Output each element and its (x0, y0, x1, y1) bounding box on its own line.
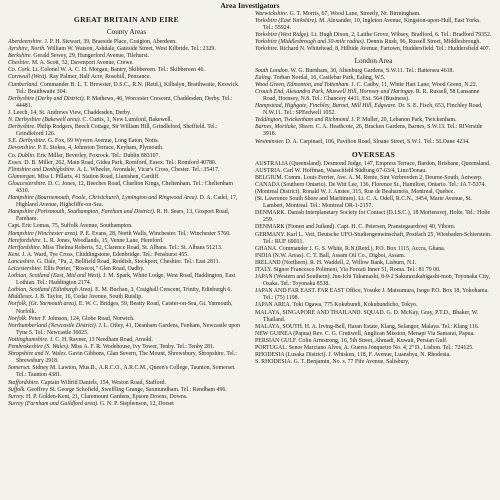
entry-details: J. P. H. Stewart, 39, Braeside Place, Craigton, Aberdeen. (43, 39, 177, 45)
entry (8, 174, 245, 181)
entry-details: MALAYA, SOUTH. H. A. Irving-Bell, Haran Estate, Klang, Selangor, Malaya. Tel.: Klang 116. (255, 323, 480, 330)
entry-details: INDIA (N.W. Areas). C. T. Ball, Assam Oil Co., Digboi, Assam. (255, 252, 406, 259)
entry-details: CANADA (Southern Ontario). De Witt Lee, 136, Florence St., Hamilton, Ontario. Tel.: JA 7-5374. (255, 181, 486, 188)
entry-details: Captain Wilfrid Daniels, 154, Weston Road, Stafford. (39, 379, 166, 386)
entry (8, 259, 245, 266)
entry-details: J. A. Ward, Tye Cross, Chiddingstone, Edenbridge. Tel.: Penshurst 455. (20, 251, 189, 258)
entry-details: BELGIUM. Comm. Louis Ferrier, Ave. A. M. Renie, Sint Verbrevden 2, Deurne-South, Antwerp. (255, 174, 483, 181)
entry-area: Lancashire. (8, 258, 36, 265)
entry (8, 387, 245, 394)
entry (255, 75, 492, 82)
entry-area: Hampstead, Highgate, Finchley, Barnet, Mill Hill, Edgware. (255, 103, 397, 110)
entry-area: Co. Cork. (8, 67, 31, 74)
entry-area: Cumberland. (8, 81, 39, 88)
entry-details: Torban Nordal, 16, Castlebar Park, Ealing, W.5. (272, 74, 386, 81)
entry (255, 168, 492, 175)
entry-details: R. H. Sears, 13, Gosport Road, Fareham. (16, 209, 230, 223)
entry (255, 224, 492, 231)
entry-details: Lt. Hugh Dixon, 2, Laithe Grove, Wibsey, Bradford, 6. Tel.: Bradford 79352. (309, 32, 492, 39)
entry-details: PORTUGAL. Senor Marciano Alves, A. Guerra Jonqueiro No. 4, 2º D., Lisbon. Tel.: 724125. (255, 345, 474, 352)
entry-area: Cornwall (West). (8, 74, 48, 81)
entry-details: Capt. Eric Lomas, 75, Suffolk Avenue, Southampton. (8, 223, 133, 230)
entry-details: D. C. Jones, 12, Beeches Road, Charlton Kings, Cheltenham. Tel.: Cheltenham 4310. (16, 180, 233, 194)
entry-area: S.E. Derbyshire. (8, 138, 47, 145)
subheading-london-area: London Area (354, 56, 393, 65)
entry (8, 60, 245, 67)
entry (8, 110, 245, 117)
entry-area: Westminster. (255, 138, 285, 145)
entry (8, 316, 245, 323)
entry (255, 302, 492, 309)
entry (255, 260, 492, 267)
entry-details: E. M. Buchan, 3, Craighall Crescent, Trinity, Edinburgh 6. (93, 287, 232, 294)
entry (8, 252, 245, 259)
entry-area: Hampshire (Bournemouth, Poole, Christchurch, Lymington and Ringwood Area). (8, 195, 199, 202)
entry-details: PERSIAN GULF. Colin Armstrong, 16, 5th Street, Ahmadi, Kuwait, Persian Gulf. (255, 337, 448, 344)
entry-details: J. Leech, 14, St. Andrews View, Chaddesden, Derby. (8, 109, 132, 116)
entry-details: P. E. Stokes, 4, Johnston Terrace, Keyham, Plymouth. (36, 145, 164, 152)
entry-area: Norfolk, (Gt. Yarmouth area). (8, 301, 78, 308)
entry-details: Ray Palmer, Half Acre, Rosehill, Penzance. (47, 74, 152, 81)
entry-area: Barnes, Mortlake, Sheen. (255, 124, 315, 131)
entry-details: (Montreal District). Ronald W. J. Anstee, 315, Rue de Beaharnois, Montreal, Quebec. (255, 188, 455, 195)
entry-details: ITALY. Signor Francesco Polimeni, Via Forzati Inner 51, Roma. Tel.: 81 79 00. (255, 267, 441, 273)
entry (255, 89, 492, 103)
entry (8, 167, 245, 174)
entry-area: Aberdeenshire. (8, 39, 44, 45)
entry-details: GERMANY. Karl L. Veit, Deutsche UFO-Studiengemeinschaft, Postfach 25, Wiesbaden-Schierstein. Tel.: RUF 60031. (255, 231, 492, 245)
entry-area: N. Derbyshire (Bakewell area). (8, 117, 82, 124)
entry-area: Leicestershire. (8, 266, 43, 272)
entry-details: MALAYA, SINGAPORE AND THAILAND. SQUAD. G. D. McKay, Gray, P.T.D., Bhaker, W. Thailand. (255, 309, 479, 323)
entry-area: Teddington, Twickenham and Richmond. (255, 117, 350, 124)
entry-details: J. P. Muller, 20, Lebanon Park, Twickenham. (349, 117, 457, 124)
entry (8, 145, 245, 152)
entry (255, 359, 492, 366)
entry (8, 401, 245, 408)
entry (8, 96, 245, 110)
entry-details: (St. Lawrence South Shore and Maritimes). Lt. C. A. Odell, R.C.N., 3454, Marie Avenue, St. Lambert, Montreal. Tel.: Montreal OR-1-2157. (255, 196, 472, 210)
entry-area: Gloucestershire. (8, 180, 47, 187)
entry-details: D. A. Carpinael, 106, Pavilion Road, Sloane Street, S.W.1. Tel.: SLOane 4234. (284, 138, 470, 145)
entry-details: Philip Rodgers, Beech Cottage, Sir William Hill, Grindleford, Sheffield. Tel.: Grindleford 126. (16, 124, 218, 138)
county-list (8, 39, 245, 408)
subheading-county-areas: County Areas (106, 28, 147, 36)
entry-details: J. L. Otley, 41, Deanham Gardens, Fenham, Newcastle upon Tyne 5. Tel.: Newcastle 36025. (16, 322, 241, 336)
entry (8, 223, 245, 230)
entry-details: JAPAN (Western and Southern). Jun-Ichi Takamashi, 8-9-2 Sakurazukahigashi-mon, Toyonaka City, Osaka. Tel.: Toyonaka 8538. (255, 274, 491, 288)
entry (8, 301, 245, 315)
entry-area: Crouch End, Alexandra Park, Muswell Hill, Hornsey and Haringay. (255, 88, 415, 95)
entry-area: Hampshire (Portsmouth, Southampton, Fareham and District). (8, 209, 156, 216)
entry (8, 209, 245, 223)
entry-details: DENMARK (Fionen and Jutland). Capt. H. C. Petersen, Pranstegaardsvej 40, Viborn. (255, 224, 456, 231)
entry (8, 287, 245, 294)
entry (255, 288, 492, 302)
entry-details: AUSTRIA. Carl W. Hoffman, Waaschfeld Südfung 67-63/4, Linz/Donau. (255, 167, 427, 174)
entry-details: D. B. Miller, 262, Main Road, Gidea Park, Romford, Essex. Tel.: Romford 40780. (22, 159, 217, 166)
entry (255, 232, 492, 246)
entry-details: Miss Thelma Roberts, 52, Clarence Road, St. Albans. Tel.: St. Albans 51213. (41, 244, 223, 251)
entry (255, 310, 492, 324)
entry-details: A. L. Wheeler, Avondale, Vicar's Cross, Chester. Tel.: 35417. (75, 166, 220, 173)
entry-area: Hertfordshire. (8, 244, 42, 251)
entry-details: P. Mathews, 46, Worcester Crescent, Chaddesden, Derby. Tel.: 44481. (16, 95, 233, 109)
entry (8, 380, 245, 387)
entry-details: J. B. Taylor, 16, Cedar Avenue, South Ruislip. (33, 294, 143, 301)
entry-details: NEW GUINEA (Papua) Rev. C. G. Cruttwell, Anglican Mission, Menapi Via Samarai, Papua. (255, 330, 475, 337)
entry-area: Shropshire and N. Wales. (8, 351, 67, 358)
entry-details: JAPAN AND FAR EAST. FAR EAST Office, Yosuke J. Matsumura, Isogo P.O. Box 18, Yokohama. Tel.: (75) 1198. (255, 288, 489, 302)
entry (255, 182, 492, 189)
entry-details: JAPAN AREA. Toki Ogawa, 775 Kokubundi, Kokubundicho, Tokyo. (255, 302, 418, 309)
page-title: Area Investigators (220, 1, 280, 10)
entry-details: L. R. Jones, Woodlands, 15, Venne Lane, Hereford. (41, 237, 164, 244)
entry-area: Co. Dublin. (8, 152, 36, 159)
entry-details: IRELAND (Northern). R. H. Waddell, 2, Willow Bank, Lisburn, N.I. (255, 259, 417, 266)
entry (8, 394, 245, 401)
entry-area: Lothian, Scotland (East, Mid and West). (8, 273, 102, 280)
entry (255, 253, 492, 260)
entry-details: W. G. Burnham, 30, Altenburg Gardens, S.W.11. Tel.: Battersea 4618. (289, 67, 454, 74)
columns (8, 11, 492, 408)
entry (255, 210, 492, 224)
entry-area: Herefordshire. (8, 237, 42, 244)
section-heading-gb: GREAT BRITAIN AND EIRE (73, 15, 180, 24)
entry-details: P. E. Evans, 28, North Walls, Winchester. Tel.: Winchester 5760. (78, 230, 231, 237)
entry (8, 74, 245, 81)
entry (255, 117, 492, 124)
entry-details: H. P. Golden-Kent, 21, Claremount Gardens, Epsom Downs, Downs. (24, 393, 188, 400)
entry-details: G. N. P. Stephenson, 12, Dorset (98, 400, 174, 407)
entry-area: Hampshire (Winchester area). (8, 230, 79, 237)
entry-area: Berkshire. (8, 53, 32, 60)
entry-area: Cheshire. (8, 60, 31, 67)
entry-area: Kent. (8, 251, 21, 258)
entry-area: Glamorgan. (8, 173, 37, 180)
entry-details: G. Fox, 69 Wyvern Avenue, Long Eaton, Notts. (46, 138, 159, 145)
entry (8, 337, 245, 344)
entry-area: Pembrokeshire (S. Wales). (8, 344, 70, 351)
entry-details: Richard N. Whitehead, 8, Hilbide Avenue, Fartown, Huddersfield. Tel.: Huddersfield 407. (278, 46, 491, 53)
entry-details: C. Curtis, 1, New Lumford, Bakewell. (81, 117, 173, 124)
entry-area: Yorkshire (West Ridge). (255, 32, 310, 39)
entry (8, 365, 245, 379)
entry-area: Norfolk. (8, 315, 28, 322)
entry-details: GHANA. Commander J. G. S. White, R.N.(Retd.), P.O. Box 1115, Accra, Ghana. (255, 245, 446, 252)
entry-area: Lothian, Scotland (Edinburgh Area). (8, 287, 94, 294)
entry-details: G. T. Morris, 67, Wood Lane, Streetly, Nr. Birmingham. (288, 11, 421, 17)
entry-details: Gerald Sewey, 29, Hungerford Avenue, Tilehurst. (31, 53, 149, 60)
entry-details: J. C. H. Ravner, 13 Needham Road, Arnold. (48, 336, 153, 343)
entry (8, 181, 245, 195)
entry (255, 274, 492, 288)
entry-details: C. A. Heathcote, 26, Bracken Gardens, Barnes, S.W.13. Tel.: RIVerside 3918. (263, 124, 483, 138)
entry (255, 189, 492, 196)
entry-details: G. Dale, "Pa, 2, Bellfield Road, Reddish, Stockport, Cheshire. Tel.: East 2811. (35, 258, 220, 265)
entry-area: Derbyshire. (8, 124, 36, 131)
entry-details: Peter F. Johnson, 124, Globe Road, Norwich. (27, 315, 135, 322)
entry-details: E. W. C. Bridges, 59, Beatty Road, Caister-on-Sea, Gt. Yarmouth, Norfolk. (16, 301, 233, 315)
entry (8, 53, 245, 60)
entry (8, 195, 245, 209)
entry-details: Eric Millar, Beverley, Foxrock. Tel.: Dublin 883107. (35, 152, 160, 159)
entry-details: Dr. S. E. Fisch, 653, Finchley Road, N.W.11. Tel.: SPEedwell 1052. (263, 103, 483, 117)
entry (8, 82, 245, 96)
entry-details: William W. Watson, Ashdale, Gateside Street, West Kilbride. Tel.: 2329. (45, 46, 216, 53)
entry-details: Miss A. F. R. Wodehouse, Ivy Tower, Tenby. Tel.: Tenby 281. (69, 344, 215, 351)
entry (8, 351, 245, 365)
right-column (255, 11, 492, 408)
entry-details: Sidney M. Lawton, Mus.B., A.R.C.O., A.R.C.M., Queen's College, Taunton, Somerset. Tel.: Taunton 4381. (16, 365, 236, 379)
entry (255, 246, 492, 253)
entry (8, 138, 245, 145)
entry (8, 273, 245, 287)
entry (8, 153, 245, 160)
entry-area: Ealing. (255, 74, 273, 81)
entry (8, 231, 245, 238)
entry (8, 245, 245, 252)
entry-area: Derbyshire (Derby and District). (8, 95, 86, 102)
entry-area: Devonshire. (8, 145, 37, 152)
entry (255, 82, 492, 89)
entry (8, 344, 245, 351)
london-list (255, 68, 492, 146)
entry-details: Ellis Porter, "Rosecot," Glen Road, Oadby. (42, 266, 145, 272)
entry-area: Suffolk. (8, 386, 26, 393)
entry-details: Gavin Gibbons, Glan Severn, The Mount, Shrewsbury, Shropshire. Tel.: Shrewsbury 2918. (16, 351, 237, 365)
entry-details: J. M. Spark, White Lodge, West Road, Haddington, East Lothian. Tel.: Haddington 2174. (16, 273, 236, 287)
entry-details: RHODESIA (Lusaka District). J. Whisken, 118, F. Avenue, Luanshya, N. Rhodesia. (255, 352, 451, 359)
entry (8, 323, 245, 337)
entry-area: Wood Green, Edmonton, and Tottenham. (255, 81, 350, 88)
yorkshire-list (255, 11, 492, 54)
entry-area: Yorkshire (Middlesbrough and 30-mile radius). (255, 39, 366, 46)
entry-details: Commander B. L. T. Brewster, D.S.C., R.N. (Retd.), Kilbalyn, Braithwaite, Keswick. Tel.: Braithwaite 304. (16, 81, 240, 95)
entry-area: Nottinghamshire. (8, 336, 49, 343)
entry (255, 175, 492, 182)
entry-details: D. A. Cadel, 17, Highland Avenue, Highcliffe-on-Sea. (16, 195, 238, 209)
entry-area: Warwickshire. (255, 11, 289, 17)
entry-area: Yorkshire (East Yorkshire). (255, 18, 318, 25)
entry-details: Lt. Colonel W. A. C. H. Morgan, Bantry, Skibbereen. Tel.: Skibbereen 46. (30, 67, 205, 74)
left-column (8, 11, 245, 408)
entry (255, 331, 492, 338)
entry-details: S. RHODESIA. G. T. Benjamin, No. s. 77 Fife Avenue, Salisbury, (255, 359, 410, 366)
entry-area: Middlesex. (8, 294, 34, 301)
entry (255, 46, 492, 53)
entry-area: Staffordshire. (8, 379, 40, 386)
entry (255, 324, 492, 331)
section-heading-overseas: OVERSEAS (351, 149, 396, 159)
entry-area: Surrey. (8, 393, 25, 400)
entry (255, 124, 492, 138)
entry-area: Northumberland (Newcastle District). (8, 322, 98, 329)
entry-area: Yorkshire. (255, 46, 279, 53)
entry (255, 196, 492, 210)
entry-details: Geoffrey St. George Schofield, Sweffling Grange, Saxmundham. Tel.: Rendham 496. (25, 386, 227, 393)
entry (255, 161, 492, 168)
entry (255, 68, 492, 75)
entry-details: DENMARK. Danish Interplanetary Society for Contact (D.I.S.C.), 18 Mortensvej, Holte. Tel.: Holte 259. (255, 210, 491, 224)
entry-area: Surrey (Farnham and Guildford area). (8, 400, 99, 407)
entry-details: Dennis Rush, 96, Russell Street, Middlesbrough. (365, 39, 481, 46)
entry-details: Miss I. Pillarts, 41 Station Road, Llanishen, Cardiff. (36, 173, 160, 180)
entry (255, 103, 492, 117)
entry-area: Essex. (8, 159, 23, 166)
entry (255, 18, 492, 32)
entry (8, 238, 245, 245)
entry-area: Somerset. (8, 365, 31, 372)
entry (255, 338, 492, 345)
entry-details: R. R. Russell, 58 Lansanne Road, Hornsey, N.8. Tel.: Chancery 4411, Ext. 564 (Business). (263, 88, 480, 102)
entry-area: Flintshire and Denbighshire. (8, 166, 76, 173)
entry-details: J. C. Cadby, 11, White Hart Lane, Wood Green, N.22. (349, 81, 478, 88)
entry-details: M. A. Scott, 52, Davenport Avenue, Crewe. (30, 60, 134, 67)
entry (255, 139, 492, 146)
entry (8, 39, 245, 46)
entry-area: Ayrshire, North. (8, 46, 46, 53)
entry-details: M. Alexander, 10, Ingleton Avenue, Kingston-upon-Hull, East Yorks. Tel.: 55924. (263, 18, 481, 32)
entry (8, 124, 245, 138)
entry (8, 160, 245, 167)
entry-area: South London. (255, 67, 290, 74)
entry-details: AUSTRALIA (Queensland). Desmond Judge, 147, Empress Terrace, Bardon, Brisbane, Queensland. (255, 160, 491, 167)
overseas-list (255, 161, 492, 367)
